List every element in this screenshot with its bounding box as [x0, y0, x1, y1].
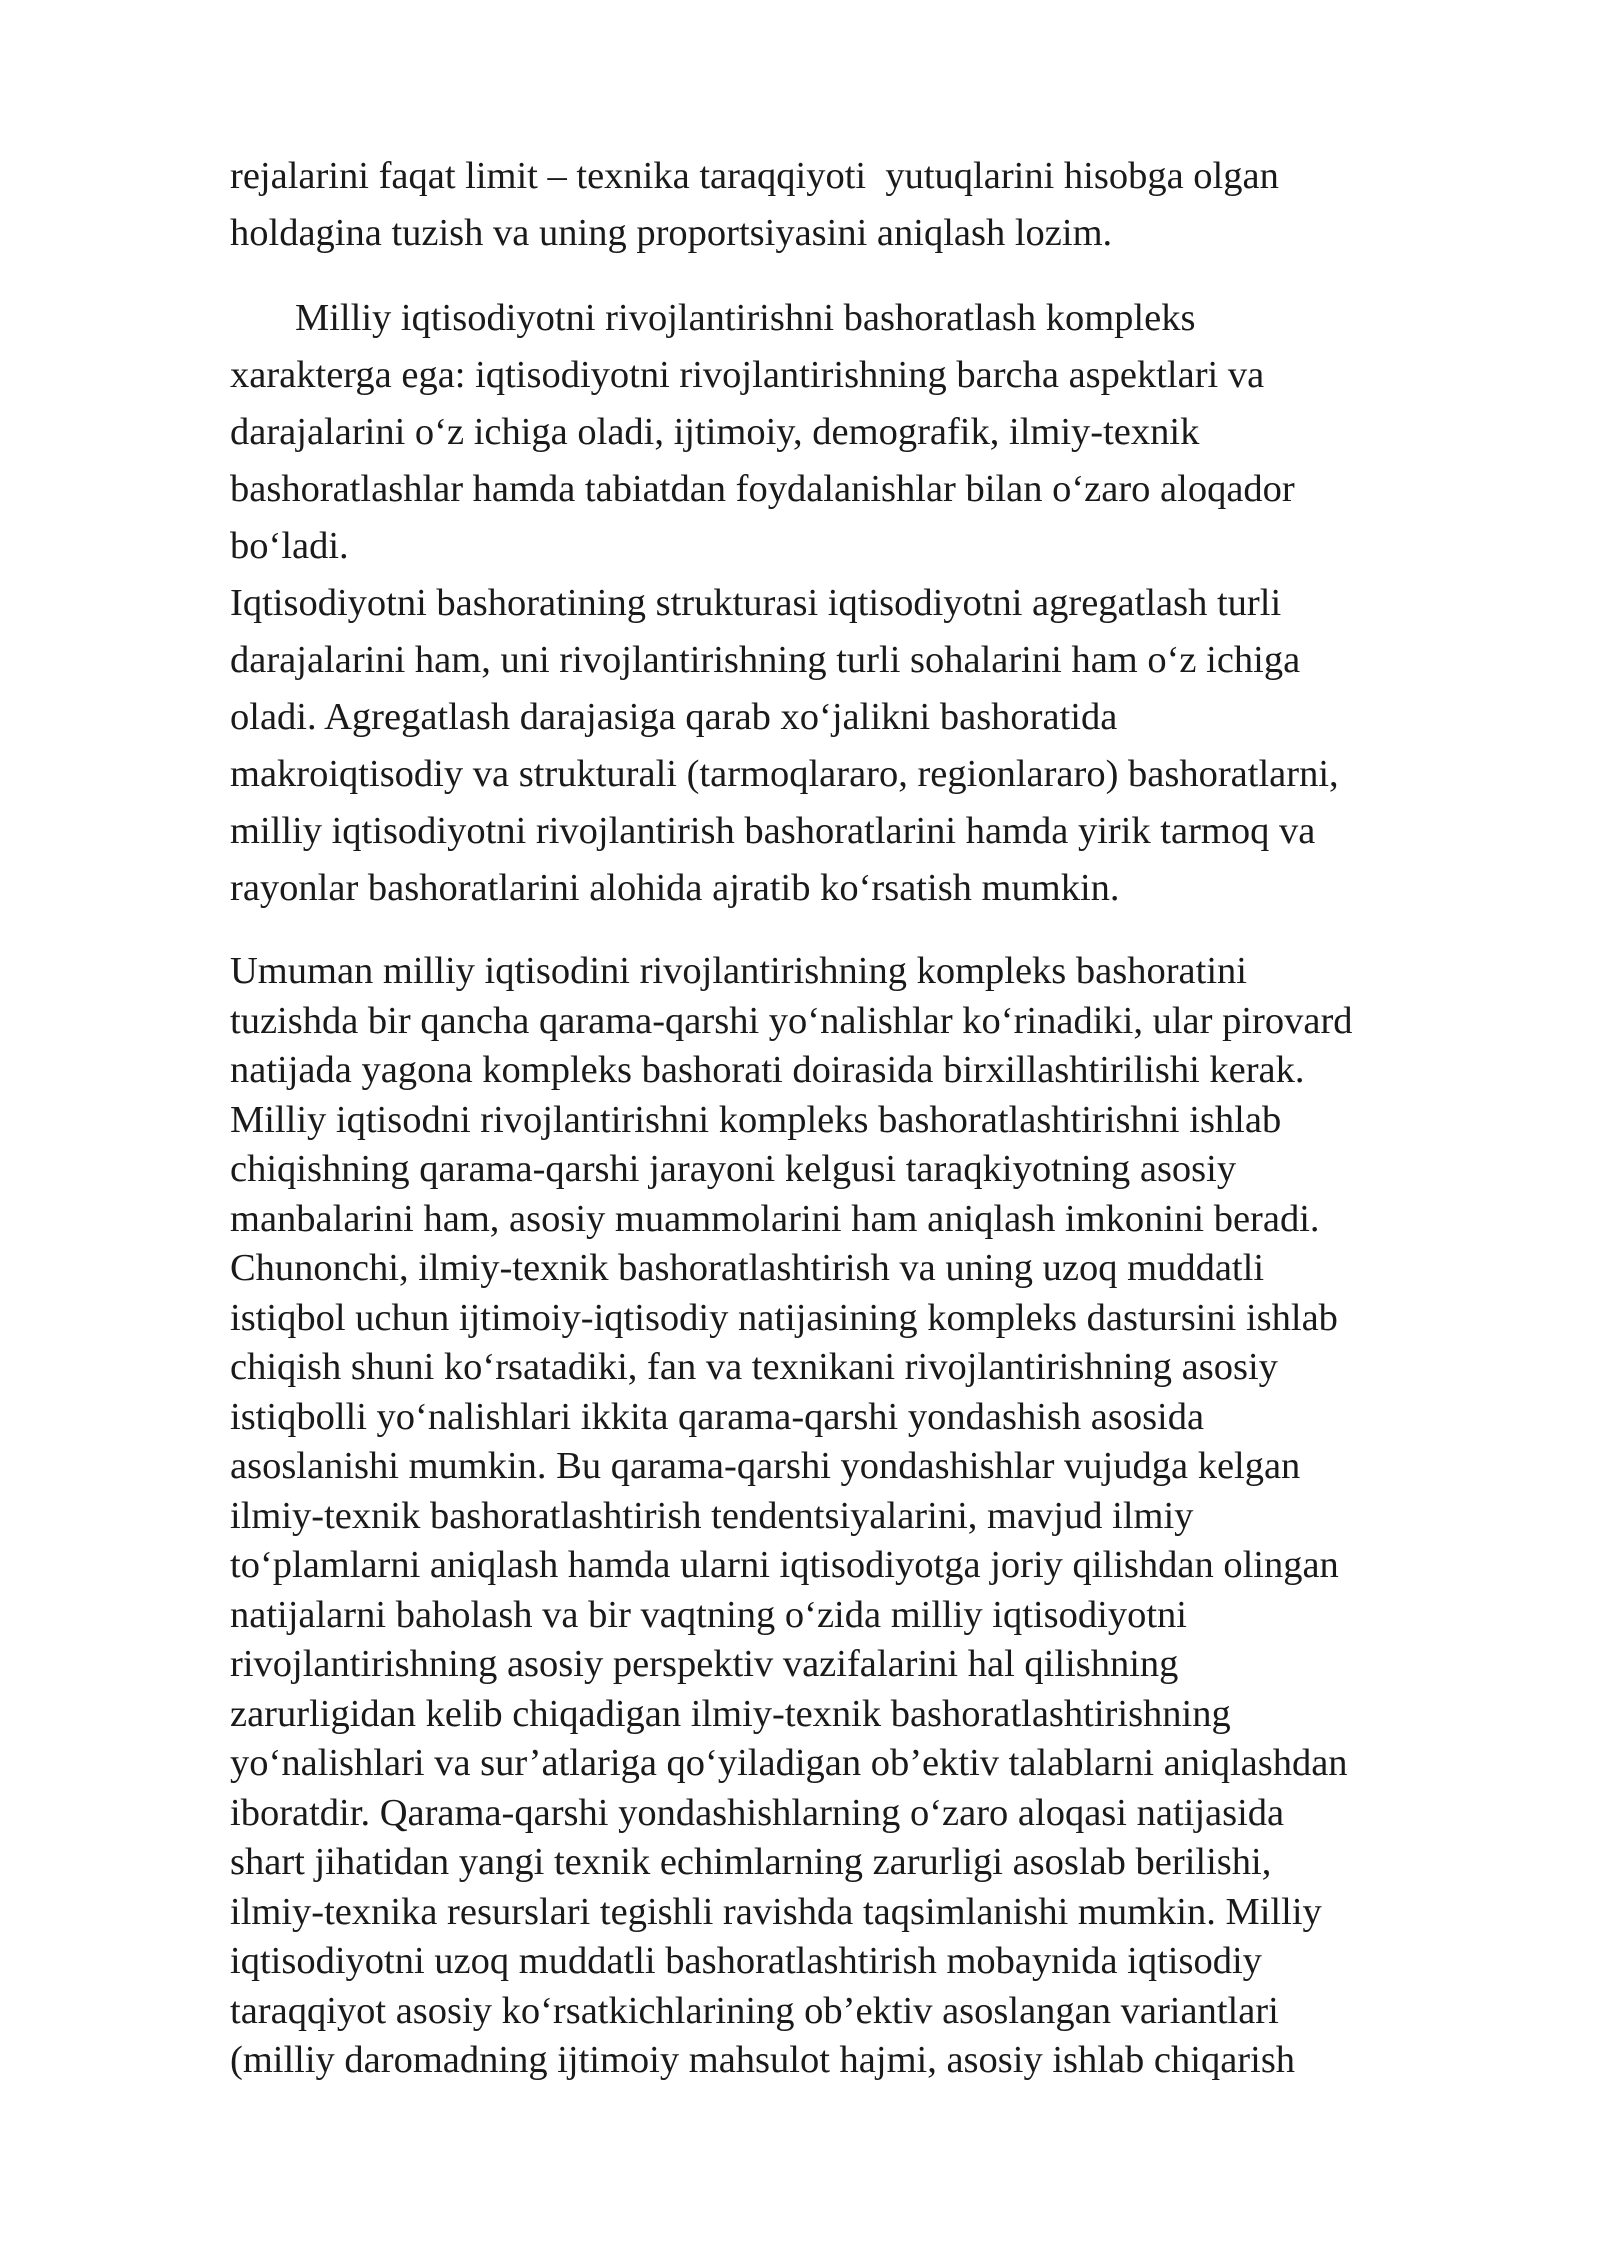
text-line: Chunonchi, ilmiy-texnik bashoratlashtirish va uning uzoq muddatli — [230, 1247, 1265, 1289]
paragraph-2 — [230, 290, 1520, 917]
text-line: rayonlar bashoratlarini alohida ajratib ko‘rsatish mumkin. — [230, 867, 1120, 909]
text-line: taraqqiyot asosiy ko‘rsatkichlarining ob’ektiv asoslangan variantlari — [230, 1989, 1279, 2032]
text-line: istiqbolli yo‘nalishlari ikkita qarama-qarshi yondashish asosida — [230, 1395, 1205, 1438]
paragraph-3 — [230, 947, 1520, 2086]
text-line: holdagina tuzish va uning proportsiyasini aniqlash lozim. — [230, 212, 1113, 254]
text-line: Iqtisodiyotni bashoratining strukturasi iqtisodiyotni agregatlash turli — [230, 582, 1282, 624]
text-line: darajalarini o‘z ichiga oladi, ijtimoiy, demografik, ilmiy-texnik — [230, 411, 1200, 453]
text-line: bo‘ladi. — [230, 525, 349, 567]
text-line: ilmiy-texnik bashoratlashtirish tendentsiyalarini, mavjud ilmiy — [230, 1494, 1194, 1537]
text-line: asoslanishi mumkin. Bu qarama-qarshi yondashishlar vujudga kelgan — [230, 1445, 1301, 1487]
text-line: chiqishning qarama-qarshi jarayoni kelgusi taraqkiyotning asosiy — [230, 1148, 1237, 1190]
text-line: bashoratlashlar hamda tabiatdan foydalanishlar bilan o‘zaro aloqador — [230, 468, 1295, 510]
text-line: xarakterga ega: iqtisodiyotni rivojlantirishning barcha aspektlari va — [230, 354, 1265, 396]
text-line — [230, 290, 1520, 347]
text-line: chiqish shuni ko‘rsatadiki, fan va texnikani rivojlantirishning asosiy — [230, 1346, 1278, 1388]
text-line-content: Milliy iqtisodiyotni rivojlantirishni bashoratlash kompleks — [295, 297, 1196, 339]
document-page — [230, 148, 1520, 2086]
text-line: yo‘nalishlari va sur’atlariga qo‘yiladigan ob’ektiv talablarni aniqlashdan — [230, 1742, 1348, 1784]
text-line: iqtisodiyotni uzoq muddatli bashoratlashtirish mobaynida iqtisodiy — [230, 1940, 1262, 1982]
text-line: natijada yagona kompleks bashorati doirasida birxillashtirilishi kerak. — [230, 1049, 1305, 1091]
text-line: natijalarni baholash va bir vaqtning o‘zida milliy iqtisodiyotni — [230, 1593, 1187, 1636]
text-line: Umuman milliy iqtisodini rivojlantirishning kompleks bashoratini — [230, 950, 1247, 992]
text-line: rivojlantirishning asosiy perspektiv vazifalarini hal qilishning — [230, 1643, 1179, 1685]
text-line: milliy iqtisodiyotni rivojlantirish bashoratlarini hamda yirik tarmoq va — [230, 810, 1316, 852]
text-line: manbalarini ham, asosiy muammolarini ham aniqlash imkonini beradi. — [230, 1197, 1320, 1240]
text-line: darajalarini ham, uni rivojlantirishning turli sohalarini ham o‘z ichiga — [230, 639, 1301, 681]
text-line: iboratdir. Qarama-qarshi yondashishlarning o‘zaro aloqasi natijasida — [230, 1791, 1285, 1834]
text-line: ilmiy-texnika resurslari tegishli ravishda taqsimlanishi mumkin. Milliy — [230, 1890, 1322, 1933]
text-line: zarurligidan kelib chiqadigan ilmiy-texnik bashoratlashtirishning — [230, 1692, 1231, 1735]
text-line: oladi. Agregatlash darajasiga qarab xo‘jalikni bashoratida — [230, 696, 1118, 738]
text-line: Milliy iqtisodni rivojlantirishni kompleks bashoratlashtirishni ishlab — [230, 1098, 1282, 1141]
text-line: makroiqtisodiy va strukturali (tarmoqlararo, regionlararo) bashoratlarni, — [230, 753, 1339, 795]
text-line: shart jihatidan yangi texnik echimlarning zarurligi asoslab berilishi, — [230, 1841, 1272, 1883]
paragraph-1 — [230, 148, 1520, 262]
text-line: (milliy daromadning ijtimoiy mahsulot hajmi, asosiy ishlab chiqarish — [230, 2039, 1296, 2081]
text-line: to‘plamlarni aniqlash hamda ularni iqtisodiyotga joriy qilishdan olingan — [230, 1544, 1339, 1586]
text-line: rejalarini faqat limit – texnika taraqqiyoti yutuqlarini hisobga olgan — [230, 155, 1279, 197]
text-line: tuzishda bir qancha qarama-qarshi yo‘nalishlar ko‘rinadiki, ular pirovard — [230, 999, 1353, 1042]
text-line: istiqbol uchun ijtimoiy-iqtisodiy natijasining kompleks dastursini ishlab — [230, 1296, 1338, 1339]
